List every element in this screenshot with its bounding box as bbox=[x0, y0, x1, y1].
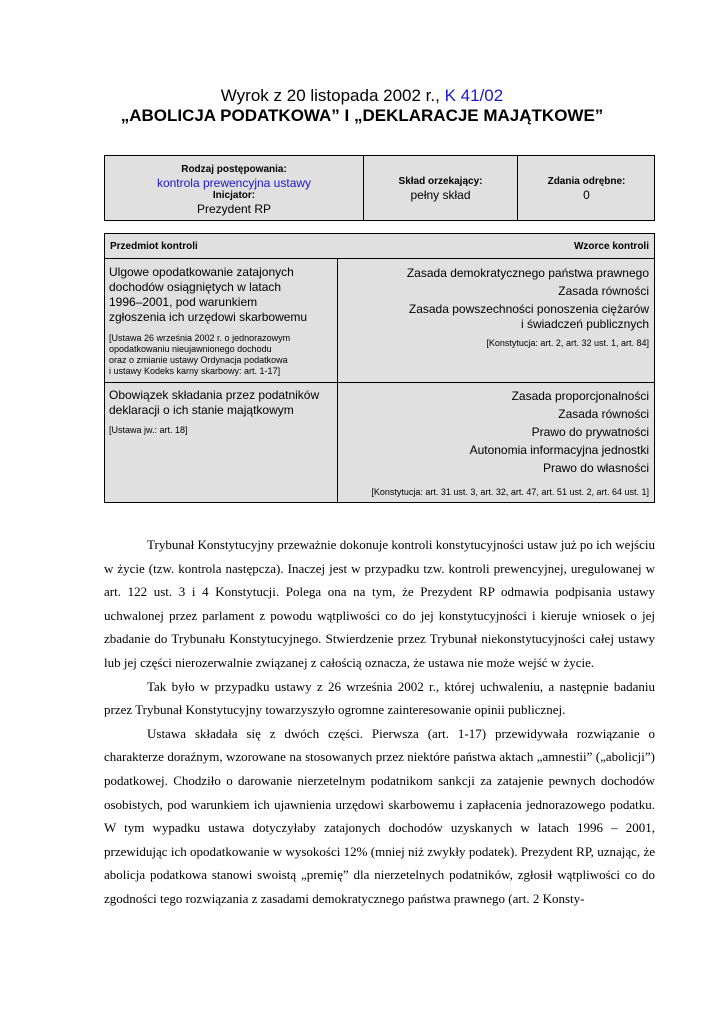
paragraph: Tak było w przypadku ustawy z 26 września 2002 r., której uchwaleniu, a następnie badaniu przez Trybunał Konstytucyjny towarzyszyło ogromne zainteresowanie opinii publicznej. bbox=[104, 678, 655, 718]
panel-label: Skład orzekający: bbox=[398, 176, 483, 187]
control-table bbox=[104, 233, 655, 503]
dissent-label: Zdania odrębne: bbox=[547, 176, 626, 187]
panel-cell bbox=[364, 156, 518, 220]
initiator-value: Prezydent RP bbox=[196, 202, 272, 216]
subject-title: Obowiązek składania przez podatników deklaracji o ich stanie majątkowym bbox=[109, 388, 320, 417]
control-table-header bbox=[105, 234, 654, 259]
standard-item: Autonomia informacyjna jednostki bbox=[469, 443, 649, 457]
standards-reference: [Konstytucja: art. 2, art. 32 ust. 1, art. 84] bbox=[486, 338, 649, 348]
subject-cell-1 bbox=[109, 265, 331, 377]
standard-item: Prawo do prywatności bbox=[531, 425, 649, 439]
subject-title: Ulgowe opodatkowanie zatajonych dochodów osiągniętych w latach 1996–2001, pod warunkiem zgłoszenia ich urzędowi skarbowemu bbox=[109, 265, 308, 324]
standard-item: Zasada proporcjonalności bbox=[511, 389, 649, 403]
paragraph: Trybunał Konstytucyjny przeważnie dokonuje kontroli konstytucyjności ustaw już po ich wejściu w życie (tzw. kontrola następcza). Inaczej jest w przypadku tzw. kontroli prewencyjnej, uregulowanej w art. 122 ust. 3 i 4 Konstytucji. Polega ona na tym, że Prezydent RP odmawia podpisania ustawy uchwalonej przez parlament z powodu wątpliwości co do jej konstytucyjności i kieruje wniosek o jej zbadanie do Trybunału Konstytucyjnego. Stwierdzenie przez Trybunał niekonstytucyjności całej ustawy lub jej części nierozerwalnie związanej z całością oznacza, że ustawa nie może wejść w życie. bbox=[104, 537, 655, 670]
standards-cell-2 bbox=[343, 389, 649, 498]
standard-item: Prawo do własności bbox=[542, 461, 649, 475]
standards-reference: [Konstytucja: art. 31 ust. 3, art. 32, art. 47, art. 51 ust. 2, art. 64 ust. 1] bbox=[371, 487, 649, 497]
case-info-table bbox=[104, 155, 655, 221]
procedure-label: Rodzaj postępowania: bbox=[181, 164, 287, 175]
row-divider bbox=[105, 382, 654, 383]
procedure-cell bbox=[105, 156, 364, 220]
judgment-title bbox=[0, 86, 724, 106]
subject-cell-2 bbox=[109, 388, 331, 436]
subject-reference: [Ustawa jw.: art. 18] bbox=[109, 425, 188, 435]
standard-item: Zasada równości bbox=[558, 407, 649, 421]
standard-item: Zasada powszechności ponoszenia ciężarów i świadczeń publicznych bbox=[408, 302, 649, 331]
standards-cell-1 bbox=[343, 266, 649, 349]
column-divider bbox=[337, 259, 338, 502]
standards-header: Wzorce kontroli bbox=[573, 241, 649, 252]
dissent-cell bbox=[518, 156, 655, 220]
panel-value: pełny skład bbox=[410, 188, 471, 202]
standard-item: Zasada równości bbox=[558, 284, 649, 298]
procedure-value: kontrola prewencyjna ustawy bbox=[156, 176, 312, 190]
standard-item: Zasada demokratycznego państwa prawnego bbox=[406, 266, 649, 280]
judgment-date: Wyrok z 20 listopada 2002 r., bbox=[220, 86, 445, 105]
subject-header: Przedmiot kontroli bbox=[110, 241, 198, 252]
paragraph: Ustawa składała się z dwóch części. Pierwsza (art. 1-17) przewidywała rozwiązanie o charakterze doraźnym, wzorowane na stosowanych przez niektóre państwa aktach „amnestii” („abolicji”) podatkowej. Chodziło o darowanie nierzetelnym podatnikom sankcji za zatajenie pewnych dochodów osobistych, pod warunkiem ich ujawnienia urzędowi skarbowemu i zapłacenia jednorazowego podatku. W tym wypadku ustawa dotyczyłaby zatajonych dochodów uzyskanych w latach 1996 – 2001, przewidując ich opodatkowanie w wysokości 12% (mniej niż zwykły podatek). Prezydent RP, uznając, że abolicja podatkowa stanowi swoistą „premię” dla nierzetelnych podatników, zgłosił wątpliwości co do zgodności tego rozwiązania z zasadami demokratycznego państwa prawnego (art. 2 Konsty- bbox=[104, 725, 655, 906]
dissent-value: 0 bbox=[583, 188, 590, 202]
judgment-subtitle: „ABOLICJA PODATKOWA” I „DEKLARACJE MAJĄTKOWE” bbox=[120, 106, 604, 125]
case-number-link[interactable]: K 41/02 bbox=[444, 86, 504, 105]
initiator-label: Inicjator: bbox=[212, 190, 256, 201]
body-text bbox=[104, 533, 655, 911]
subject-reference: [Ustawa 26 września 2002 r. o jednorazowym opodatkowaniu nieujawnionego dochodu oraz o zmianie ustawy Ordynacja podatkowa i ustawy Kodeks karny skarbowy: art. 1-17] bbox=[109, 333, 291, 376]
